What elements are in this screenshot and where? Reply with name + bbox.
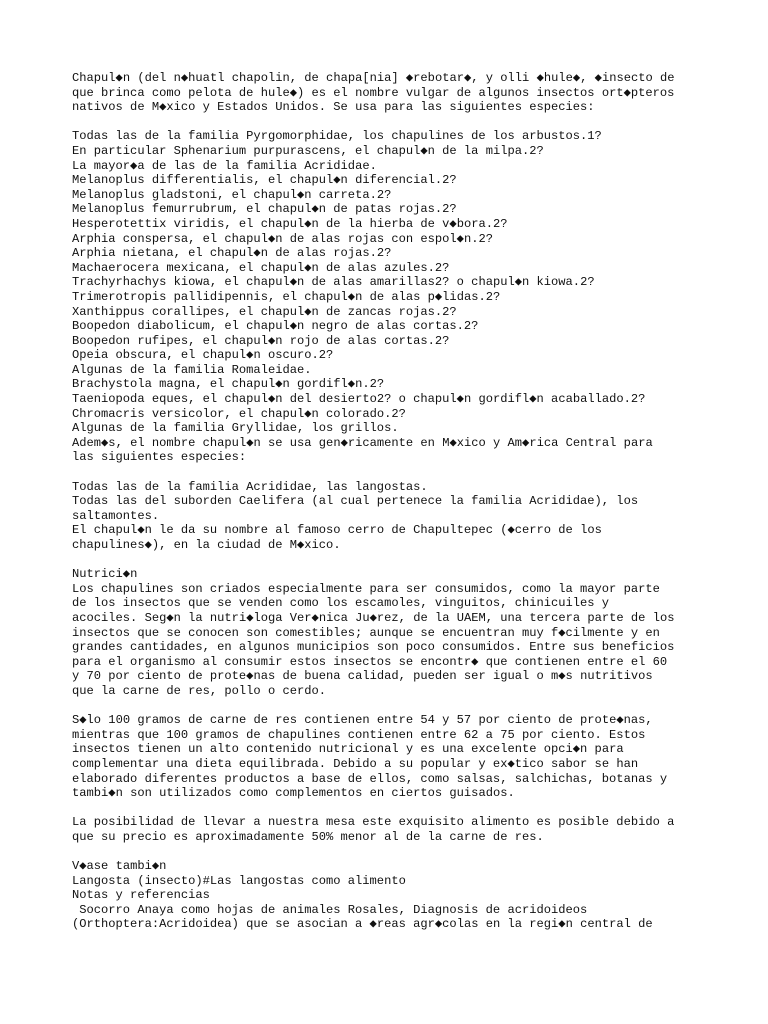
text-line: nativos de M◆xico y Estados Unidos. Se usa para las siguientes especies: <box>72 100 595 115</box>
text-line: tambi◆n son utilizados como complementos en ciertos guisados. <box>72 786 515 801</box>
text-line: Adem◆s, el nombre chapul◆n se usa gen◆ricamente en M◆xico y Am◆rica Central para <box>72 435 653 450</box>
text-line: La mayor◆a de las de la familia Acrididae. <box>72 158 377 173</box>
text-line: Nutrici◆n <box>72 567 138 582</box>
text-line: Todas las de la familia Acrididae, las langostas. <box>72 479 428 494</box>
text-line: Trachyrhachys kiowa, el chapul◆n de alas amarillas2? o chapul◆n kiowa.2? <box>72 275 595 290</box>
text-line: Los chapulines son criados especialmente para ser consumidos, como la mayor parte <box>72 581 660 596</box>
text-line: saltamontes. <box>72 508 160 523</box>
text-line: Brachystola magna, el chapul◆n gordifl◆n.2? <box>72 377 385 392</box>
text-line <box>72 553 762 568</box>
text-line <box>72 465 762 480</box>
text-line: Chapul◆n (del n◆huatl chapolin, de chapa[nia] ◆rebotar◆, y olli ◆hule◆, ◆insecto de <box>72 71 675 85</box>
text-line <box>72 699 762 714</box>
text-line: que su precio es aproximadamente 50% menor al de la carne de res. <box>72 829 544 844</box>
text-line: (Orthoptera:Acridoidea) que se asocian a ◆reas agr◆colas en la regi◆n central de <box>72 917 653 932</box>
text-line: y 70 por ciento de prote◆nas de buena calidad, pueden ser igual o m◆s nutritivos <box>72 669 653 684</box>
text-line <box>72 801 762 816</box>
text-line: Opeia obscura, el chapul◆n oscuro.2? <box>72 348 334 363</box>
text-line: Melanoplus femurrubrum, el chapul◆n de patas rojas.2? <box>72 202 457 217</box>
text-line: Todas las de la familia Pyrgomorphidae, los chapulines de los arbustos.1? <box>72 129 602 144</box>
text-line: mientras que 100 gramos de chapulines contienen entre 62 a 75 por ciento. Estos <box>72 727 646 742</box>
text-line: para el organismo al consumir estos insectos se encontr◆ que contienen entre el 60 <box>72 654 668 669</box>
text-line: chapulines◆), en la ciudad de M◆xico. <box>72 538 341 552</box>
text-line: Melanoplus gladstoni, el chapul◆n carreta.2? <box>72 187 392 202</box>
text-line: Arphia nietana, el chapul◆n de alas rojas.2? <box>72 246 392 261</box>
text-line: insectos que se conocen son comestibles; aunque se encuentran muy f◆cilmente y en <box>72 625 660 640</box>
text-line: que brinca como pelota de hule◆) es el nombre vulgar de algunos insectos ort◆pteros <box>72 85 675 100</box>
text-line: complementar una dieta equilibrada. Debido a su popular y ex◆tico sabor se han <box>72 756 639 771</box>
text-line: Hesperotettix viridis, el chapul◆n de la hierba de v◆bora.2? <box>72 216 508 231</box>
text-line <box>72 115 762 130</box>
text-line: Trimerotropis pallidipennis, el chapul◆n de alas p◆lidas.2? <box>72 289 501 304</box>
text-line: Algunas de la familia Romaleidae. <box>72 362 312 377</box>
text-line: La posibilidad de llevar a nuestra mesa este exquisito alimento es posible debido a <box>72 815 675 830</box>
text-line: Machaerocera mexicana, el chapul◆n de alas azules.2? <box>72 260 450 275</box>
text-line: El chapul◆n le da su nombre al famoso cerro de Chapultepec (◆cerro de los <box>72 523 602 538</box>
text-line: S◆lo 100 gramos de carne de res contienen entre 54 y 57 por ciento de prote◆nas, <box>72 713 653 728</box>
text-line: Notas y referencias <box>72 888 210 903</box>
text-line: las siguientes especies: <box>72 450 247 465</box>
text-line: Socorro Anaya como hojas de animales Rosales, Diagnosis de acridoideos <box>72 902 588 917</box>
text-line: insectos tienen un alto contenido nutricional y es una excelente opci◆n para <box>72 742 624 757</box>
text-line: Xanthippus corallipes, el chapul◆n de zancas rojas.2? <box>72 304 457 319</box>
document-body <box>72 71 762 932</box>
text-line: Chromacris versicolor, el chapul◆n colorado.2? <box>72 406 406 421</box>
text-line: Todas las del suborden Caelifera (al cual pertenece la familia Acrididae), los <box>72 494 639 509</box>
text-line: En particular Sphenarium purpurascens, el chapul◆n de la milpa.2? <box>72 143 544 158</box>
text-line: V◆ase tambi◆n <box>72 859 167 874</box>
text-line: Arphia conspersa, el chapul◆n de alas rojas con espol◆n.2? <box>72 231 493 246</box>
text-line: Boopedon diabolicum, el chapul◆n negro de alas cortas.2? <box>72 319 479 334</box>
text-line: que la carne de res, pollo o cerdo. <box>72 683 327 698</box>
text-line: de los insectos que se venden como los escamoles, vinguitos, chinicuiles y <box>72 596 610 611</box>
text-line: grandes cantidades, en algunos municipios son poco consumidos. Entre sus beneficios <box>72 640 675 655</box>
text-line: Langosta (insecto)#Las langostas como alimento <box>72 873 406 888</box>
text-line: elaborado diferentes productos a base de ellos, como salsas, salchichas, botanas y <box>72 771 668 786</box>
text-line: Melanoplus differentialis, el chapul◆n diferencial.2? <box>72 173 457 188</box>
text-line <box>72 844 762 859</box>
text-line: Boopedon rufipes, el chapul◆n rojo de alas cortas.2? <box>72 333 450 348</box>
text-line: Taeniopoda eques, el chapul◆n del desierto2? o chapul◆n gordifl◆n acaballado.2? <box>72 392 646 407</box>
text-line: Algunas de la familia Gryllidae, los grillos. <box>72 421 399 436</box>
text-line: acociles. Seg◆n la nutri◆loga Ver◆nica Ju◆rez, de la UAEM, una tercera parte de los <box>72 610 675 625</box>
